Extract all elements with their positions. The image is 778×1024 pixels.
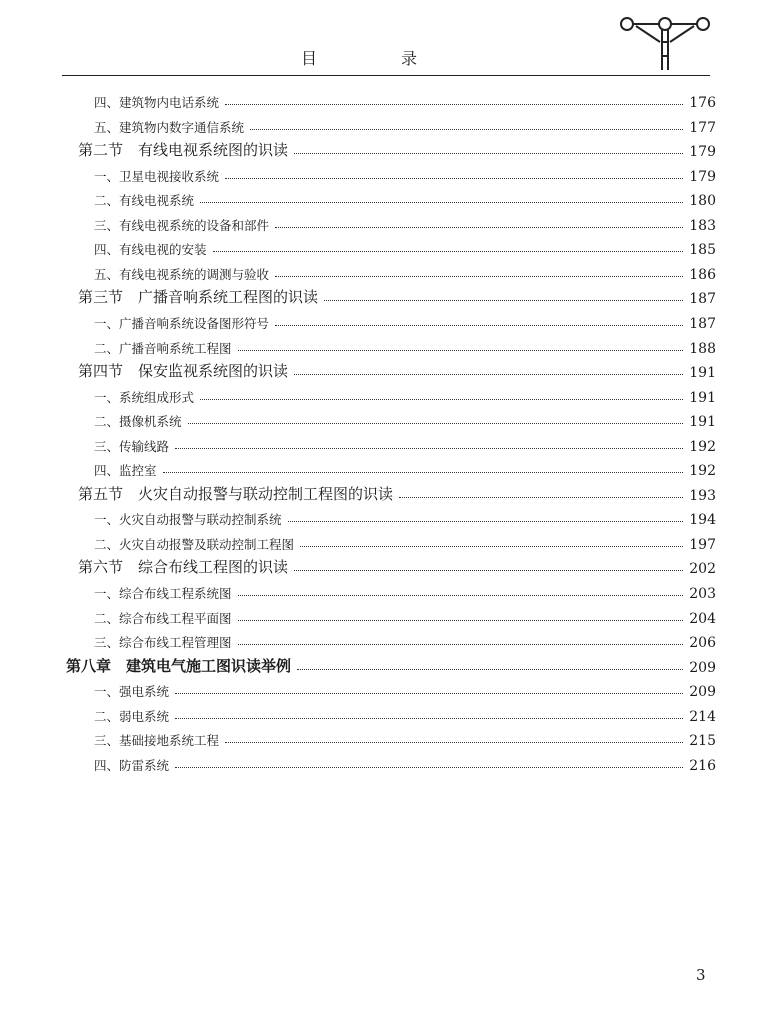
toc-entry-title: 三、综合布线工程管理图	[94, 635, 232, 651]
toc-entry[interactable]	[94, 678, 716, 700]
toc-entry-page: 179	[689, 168, 716, 185]
toc-entry-title: 一、卫星电视接收系统	[94, 168, 220, 184]
toc-entry-page: 176	[689, 95, 716, 111]
toc-entry[interactable]	[94, 580, 716, 602]
dot-leader	[175, 448, 683, 449]
toc-entry-page: 204	[689, 610, 716, 627]
toc-entry-title: 四、有线电视的安装	[94, 242, 207, 258]
toc-entry[interactable]	[94, 752, 716, 774]
toc-entry[interactable]	[94, 703, 716, 725]
toc-entry[interactable]	[94, 187, 716, 209]
dot-leader	[297, 669, 683, 670]
toc-entry-page: 186	[689, 266, 716, 283]
dot-leader	[200, 399, 683, 400]
toc-entry[interactable]	[78, 482, 716, 504]
toc-entry-title: 二、弱电系统	[94, 708, 170, 724]
dot-leader	[294, 153, 683, 154]
toc-entry-title: 第六节 综合布线工程图的识读	[78, 558, 289, 577]
toc-entry[interactable]	[78, 285, 716, 307]
toc-entry-page: 177	[689, 119, 716, 136]
toc-entry[interactable]	[94, 163, 716, 185]
toc-entry[interactable]	[94, 433, 716, 455]
dot-leader	[275, 227, 683, 228]
page-header-title: 目 录	[300, 49, 451, 68]
toc-entry-title: 三、传输线路	[94, 438, 170, 454]
dot-leader	[324, 300, 683, 301]
toc-entry-page: 206	[689, 635, 716, 652]
dot-leader	[288, 521, 684, 522]
dot-leader	[294, 570, 683, 571]
toc-entry-page: 185	[689, 242, 716, 259]
toc-entry[interactable]	[94, 727, 716, 749]
toc-entry-title: 第四节 保安监视系统图的识读	[78, 362, 289, 381]
toc-entry-title: 一、强电系统	[94, 684, 170, 700]
toc-entry-title: 四、防雷系统	[94, 757, 170, 773]
toc-entry-page: 191	[689, 414, 716, 431]
toc-entry[interactable]	[94, 384, 716, 406]
toc-entry-page: 191	[689, 365, 716, 382]
toc-entry[interactable]	[94, 408, 716, 430]
toc-entry-title: 一、广播音响系统设备图形符号	[94, 315, 270, 331]
dot-leader	[163, 472, 684, 473]
toc-entry-title: 四、建筑物内电话系统	[94, 95, 220, 110]
toc-entry-title: 第五节 火灾自动报警与联动控制工程图的识读	[78, 484, 394, 503]
dot-leader	[300, 546, 683, 547]
toc-entry-page: 193	[689, 487, 716, 504]
dot-leader	[399, 497, 683, 498]
toc-entry-page: 192	[689, 463, 716, 480]
toc-entry[interactable]	[78, 138, 716, 160]
toc-entry[interactable]	[66, 654, 716, 676]
toc-entry-title: 第八章 建筑电气施工图识读举例	[66, 656, 292, 675]
header-rule	[62, 75, 710, 76]
dot-leader	[250, 129, 683, 130]
toc-entry-title: 一、火灾自动报警与联动控制系统	[94, 512, 282, 528]
toc-entry-page: 209	[689, 684, 716, 701]
toc-entry-title: 一、系统组成形式	[94, 389, 195, 405]
toc-entry-page: 192	[689, 438, 716, 455]
dot-leader	[275, 325, 683, 326]
dot-leader	[175, 693, 683, 694]
dot-leader	[188, 423, 684, 424]
dot-leader	[238, 644, 684, 645]
dot-leader	[175, 718, 683, 719]
toc-entry[interactable]	[78, 555, 716, 577]
toc-entry-title: 一、综合布线工程系统图	[94, 586, 232, 601]
toc-entry[interactable]	[94, 629, 716, 651]
toc-entry-title: 五、有线电视系统的调测与验收	[94, 266, 270, 282]
toc-entry-page: 214	[689, 708, 716, 725]
toc-entry-page: 203	[689, 586, 716, 602]
dot-leader	[225, 742, 683, 743]
page-number: 3	[696, 966, 706, 984]
toc-entry[interactable]	[78, 359, 716, 381]
toc-entry-page: 216	[689, 757, 716, 774]
dot-leader	[200, 202, 683, 203]
toc-entry-page: 197	[689, 536, 716, 553]
dot-leader	[213, 251, 684, 252]
dot-leader	[238, 620, 684, 621]
toc-entry[interactable]	[94, 457, 716, 479]
toc-entry-title: 五、建筑物内数字通信系统	[94, 119, 245, 135]
toc-entry-title: 二、综合布线工程平面图	[94, 610, 232, 626]
toc-entry[interactable]	[94, 114, 716, 136]
toc-entry-title: 三、有线电视系统的设备和部件	[94, 217, 270, 233]
toc-entry-title: 二、广播音响系统工程图	[94, 340, 232, 356]
toc-entry-page: 209	[689, 659, 716, 676]
toc-entry-title: 二、摄像机系统	[94, 414, 182, 430]
toc-entry-page: 180	[689, 193, 716, 210]
toc-entry-title: 二、火灾自动报警及联动控制工程图	[94, 536, 295, 552]
toc-entry[interactable]	[94, 236, 716, 258]
toc-entry-title: 第二节 有线电视系统图的识读	[78, 141, 289, 160]
toc-entry-page: 187	[689, 315, 716, 332]
dot-leader	[225, 104, 683, 105]
toc-entry-page: 191	[689, 389, 716, 406]
toc-entry[interactable]	[94, 605, 716, 627]
dot-leader	[275, 276, 683, 277]
toc-entry[interactable]	[94, 335, 716, 357]
toc-entry-title: 三、基础接地系统工程	[94, 733, 220, 749]
toc-entry-title: 第三节 广播音响系统工程图的识读	[78, 288, 319, 307]
toc-entry[interactable]	[94, 212, 716, 234]
toc-entry-page: 183	[689, 217, 716, 234]
toc-entry-title: 二、有线电视系统	[94, 193, 195, 209]
toc-entry[interactable]	[94, 531, 716, 553]
dot-leader	[238, 595, 684, 596]
toc-entry-page: 194	[689, 512, 716, 529]
toc-entry-page: 215	[689, 733, 716, 750]
toc-entry[interactable]	[94, 89, 716, 111]
toc-entry-title: 四、监控室	[94, 463, 157, 479]
toc-entry[interactable]	[94, 310, 716, 332]
toc-entry-page: 179	[689, 144, 716, 161]
toc-entry[interactable]	[94, 506, 716, 528]
toc-entry-page: 188	[689, 340, 716, 357]
toc-entry-page: 202	[689, 561, 716, 578]
dot-leader	[294, 374, 683, 375]
dot-leader	[175, 767, 683, 768]
toc-entry[interactable]	[94, 261, 716, 283]
dot-leader	[238, 350, 684, 351]
dot-leader	[225, 178, 683, 179]
toc-entry-page: 187	[689, 291, 716, 308]
